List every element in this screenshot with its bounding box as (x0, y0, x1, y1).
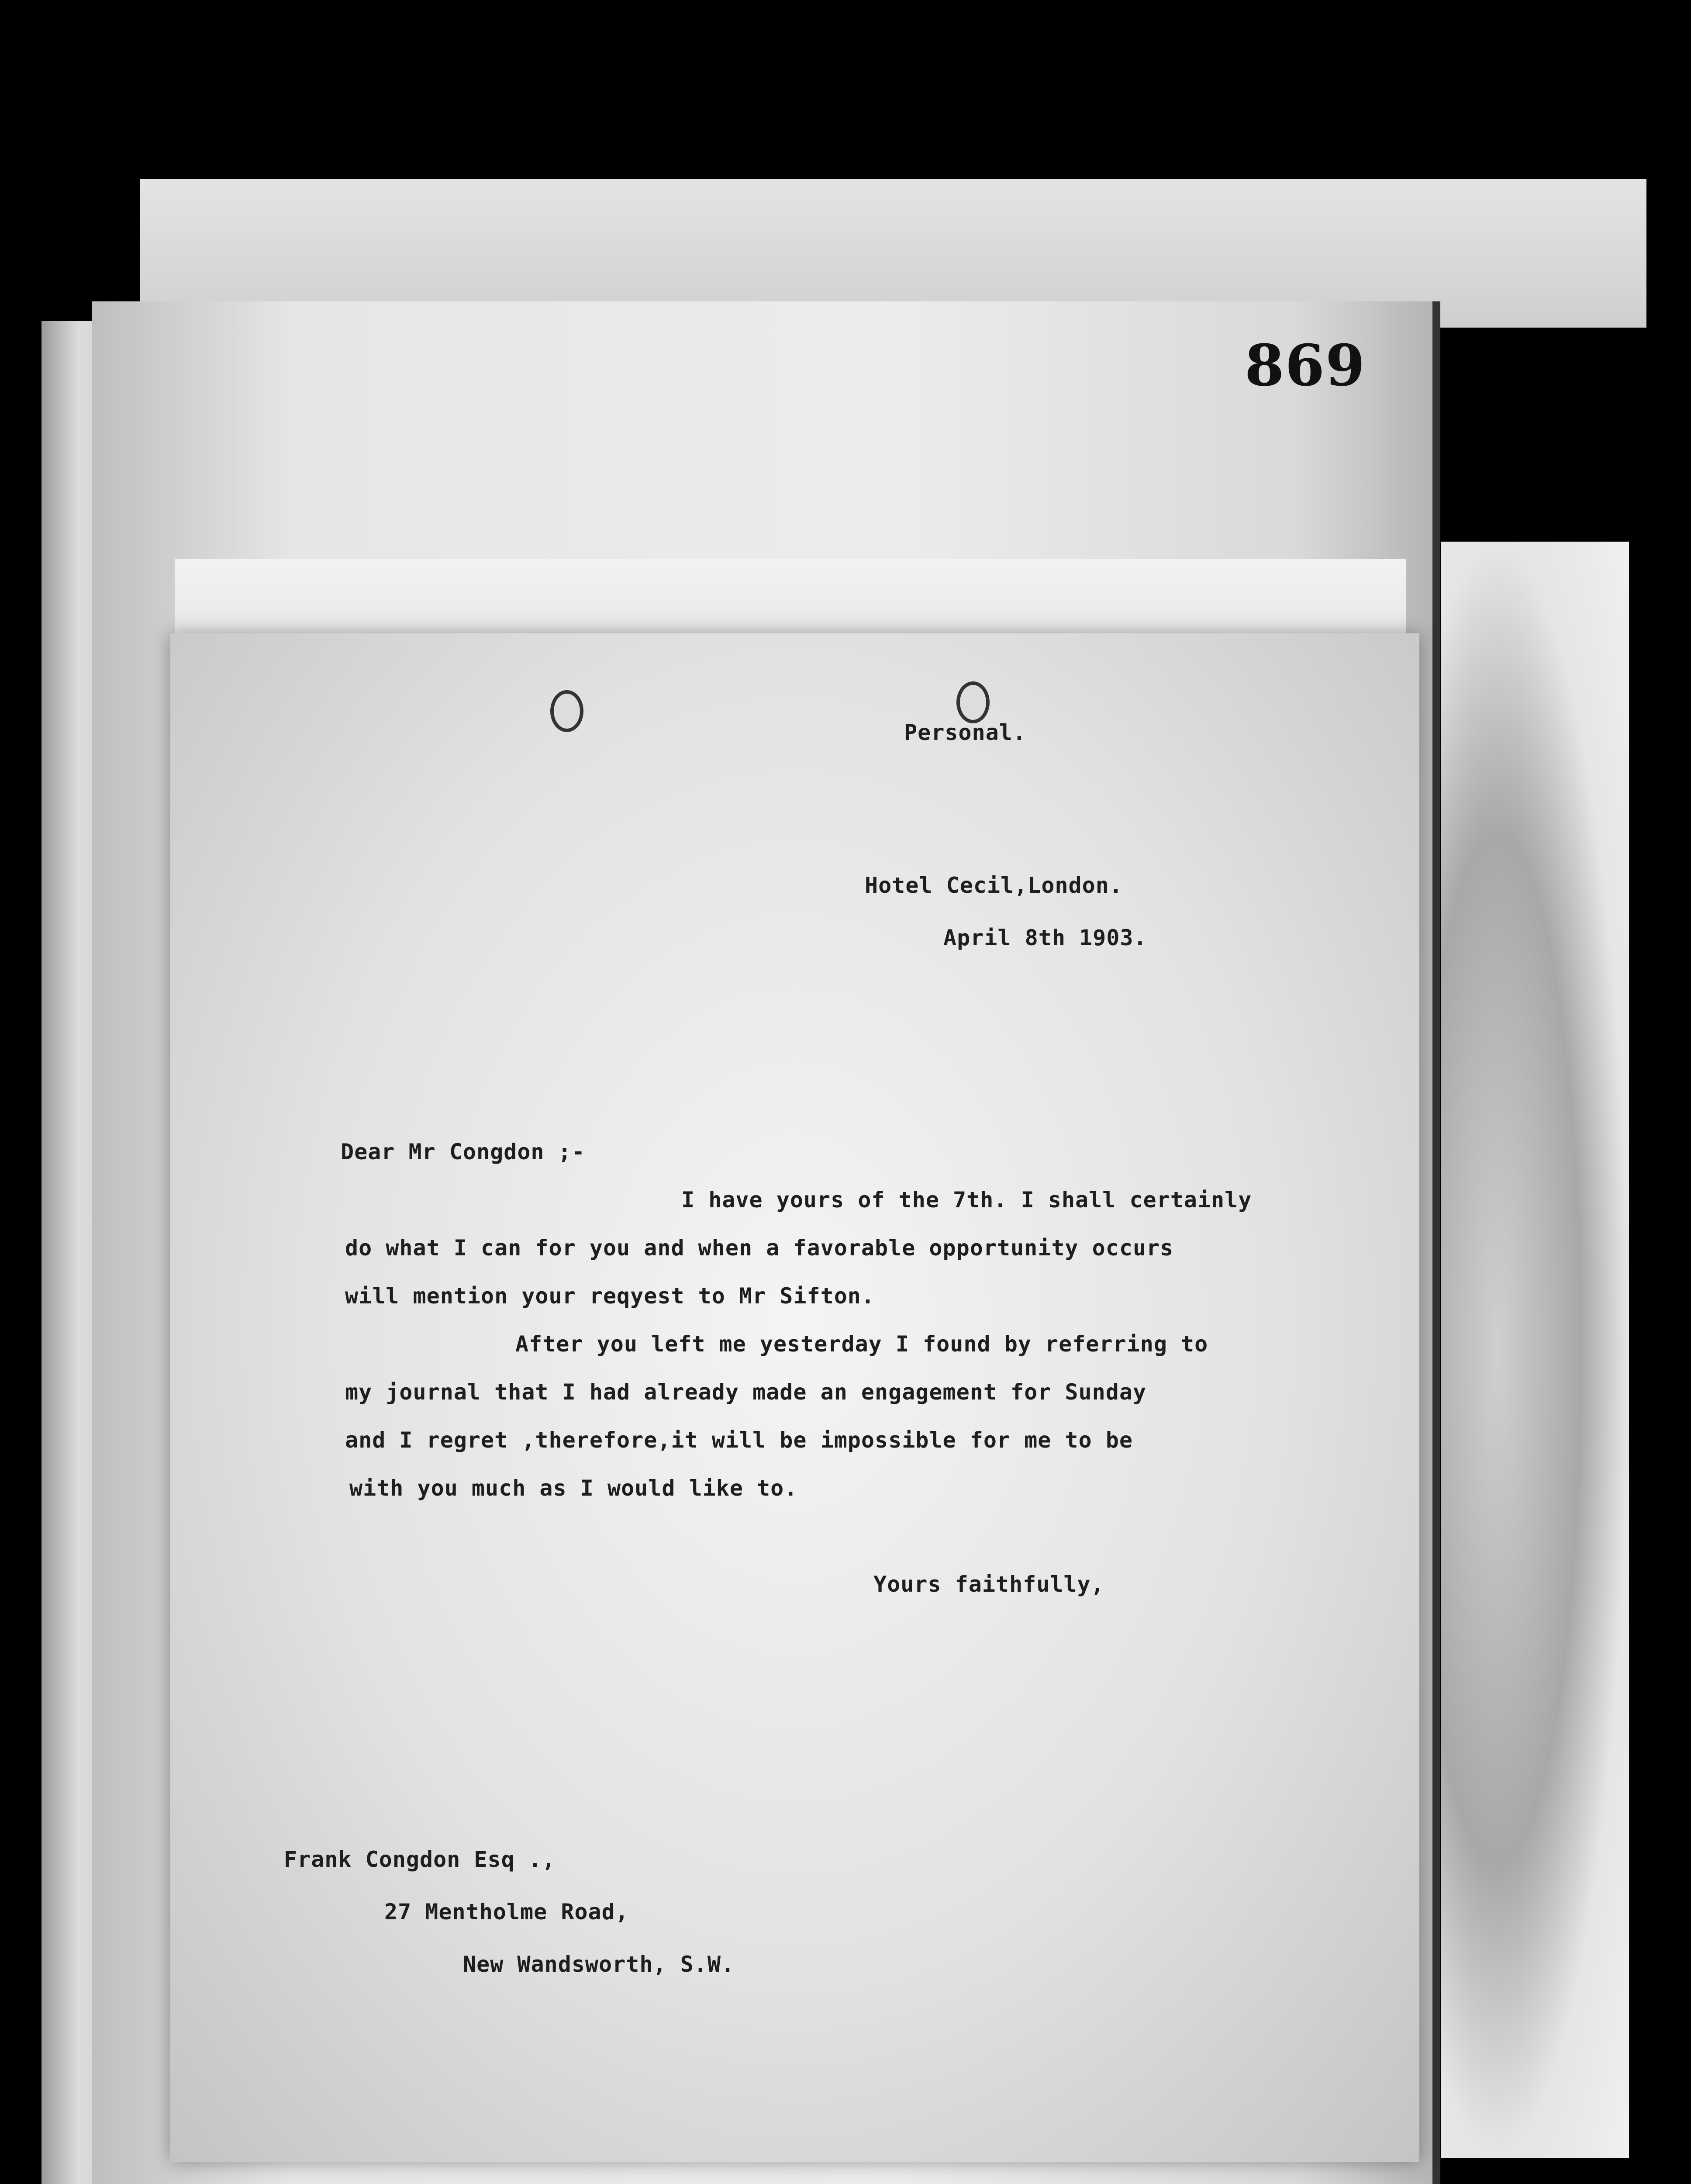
recipient-city: New Wandsworth, S.W. (463, 1952, 735, 1977)
sender-address: Hotel Cecil,London. (865, 873, 1123, 898)
recipient-street: 27 Mentholme Road, (384, 1899, 629, 1925)
punch-hole-left (550, 690, 583, 732)
folio-number: 869 (1245, 332, 1366, 399)
punch-hole-right (956, 681, 990, 723)
letter-sheet (170, 633, 1419, 2162)
letter-date: April 8th 1903. (943, 925, 1147, 950)
body-line: do what I can for you and when a favorable opportunity occurs (345, 1235, 1174, 1261)
closing: Yours faithfully, (873, 1572, 1104, 1597)
right-shadow (1441, 542, 1629, 2158)
body-line: will mention your reqyest to Mr Sifton. (345, 1283, 875, 1309)
body-line: After you left me yesterday I found by referring to (515, 1331, 1208, 1357)
salutation: Dear Mr Congdon ;- (341, 1139, 585, 1165)
body-line: my journal that I had already made an engagement for Sunday (345, 1379, 1147, 1405)
body-line: with you much as I would like to. (349, 1476, 798, 1501)
body-line: and I regret ,therefore,it will be impossible for me to be (345, 1427, 1133, 1453)
recipient-name: Frank Congdon Esq ., (284, 1847, 556, 1872)
body-line: I have yours of the 7th. I shall certainly (681, 1187, 1252, 1213)
personal-marking: Personal. (904, 720, 1026, 745)
